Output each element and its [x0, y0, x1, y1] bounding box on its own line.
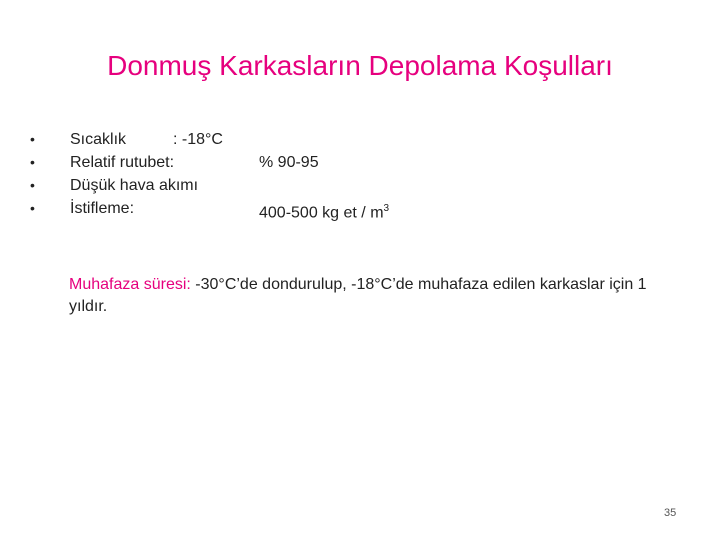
cubic-superscript: 3	[383, 203, 390, 214]
bullet-icon: •	[30, 131, 35, 147]
note-text: -30°C’de dondurulup, -18°C’de muhafaza edilen karkaslar için 1 yıldır.	[69, 276, 647, 315]
humidity-value: % 90-95	[259, 154, 319, 171]
bullet-icon: •	[30, 154, 35, 170]
note-label: Muhafaza süresi:	[69, 276, 191, 293]
slide-title: Donmuş Karkasların Depolama Koşulları	[107, 50, 613, 81]
page-number: 35	[664, 507, 677, 519]
temperature-label: Sıcaklık	[70, 131, 127, 148]
storage-duration-note	[69, 274, 689, 318]
stacking-value-text: 400-500 kg et / m	[259, 204, 384, 222]
bullet-icon: •	[30, 177, 35, 193]
stacking-label: İstifleme:	[70, 200, 135, 217]
temperature-value: : -18°C	[173, 131, 223, 148]
humidity-label: Relatif rutubet:	[70, 154, 175, 171]
airflow-label: Düşük hava akımı	[70, 177, 199, 194]
bullet-icon: •	[30, 200, 35, 216]
stacking-value	[259, 197, 389, 224]
